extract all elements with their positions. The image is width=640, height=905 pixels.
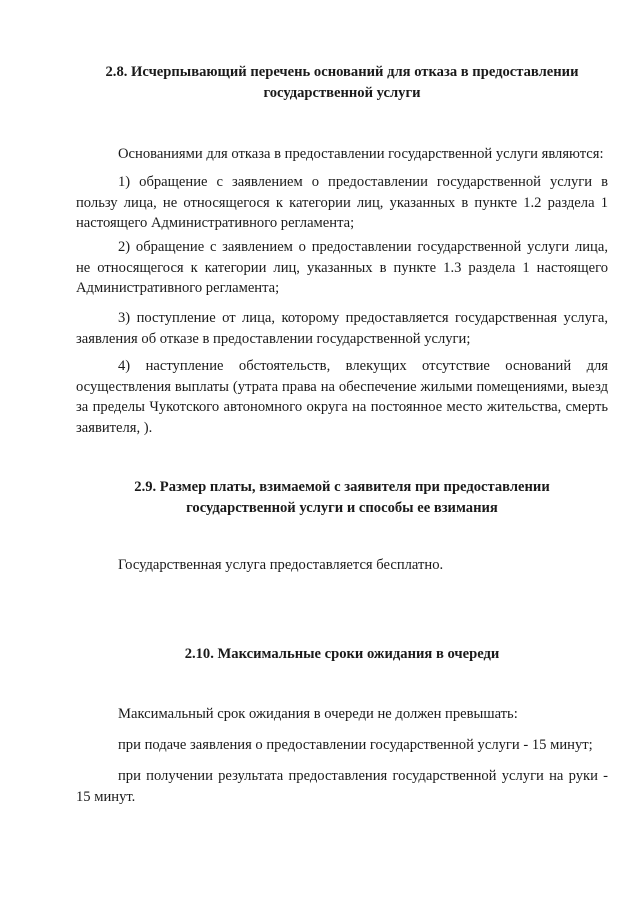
section-2-8-item-3: 3) поступление от лица, которому предоставляется государственная услуга, заявления об отказе в предоставлении государственной услуги; <box>76 310 608 347</box>
section-2-8-item-1: 1) обращение с заявлением о предоставлении государственной услуги в пользу лица, не относящегося к категории лиц, указанных в пункте 1.2 раздела 1 настоящего Административного регламента; <box>76 174 608 231</box>
section-2-10-heading: 2.10. Максимальные сроки ожидания в очереди <box>184 646 500 662</box>
section-2-9-heading-line2: государственной услуги и способы ее взимания <box>186 500 498 516</box>
section-2-10-paragraph-2: при подаче заявления о предоставлении государственной услуги - 15 минут; <box>118 737 593 753</box>
section-2-8-heading-line2: государственной услуги <box>263 85 421 101</box>
section-2-9-heading-line1: 2.9. Размер платы, взимаемой с заявителя при предоставлении <box>134 479 550 495</box>
section-2-8-intro: Основаниями для отказа в предоставлении государственной услуги являются: <box>118 146 604 162</box>
section-2-10-paragraph-3: при получении результата предоставления государственной услуги на руки - 15 минут. <box>76 768 608 805</box>
section-2-8-heading-line1: 2.8. Исчерпывающий перечень оснований для отказа в предоставлении <box>105 64 579 80</box>
section-2-8-item-2: 2) обращение с заявлением о предоставлении государственной услуги лица, не относящегося к категории лиц, указанных в пункте 1.3 раздела 1 настоящего Административного регламента; <box>76 239 608 296</box>
section-2-10-paragraph-1: Максимальный срок ожидания в очереди не должен превышать: <box>118 706 518 722</box>
section-2-9-text: Государственная услуга предоставляется бесплатно. <box>118 557 444 573</box>
section-2-8-item-4: 4) наступление обстоятельств, влекущих отсутствие оснований для осуществления выплаты (утрата права на обеспечение жилыми помещениями, выезд за пределы Чукотского автономного округа на постоянное место жительства, смерть заявителя, ). <box>76 358 608 436</box>
section-2-9-heading <box>76 477 608 519</box>
section-2-8-heading <box>76 62 608 104</box>
